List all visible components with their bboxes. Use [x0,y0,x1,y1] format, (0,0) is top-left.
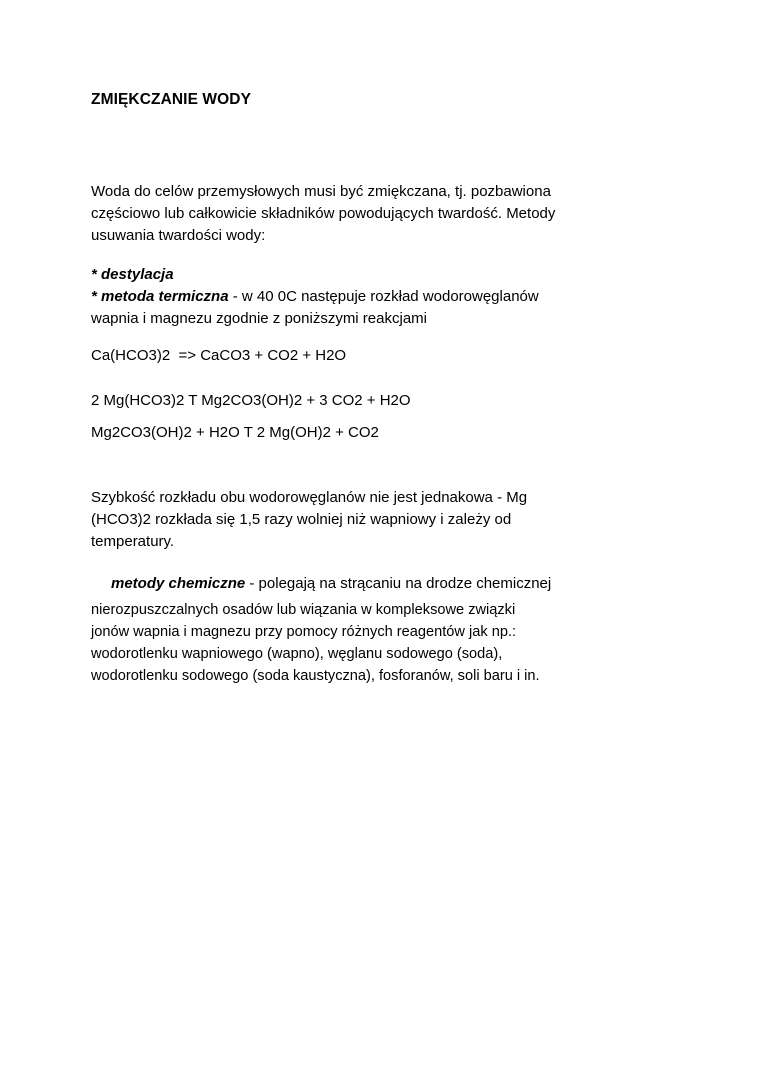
chemical-line-2: jonów wapnia i magnezu przy pomocy różnych reagentów jak np.: [91,624,517,640]
methods-list [91,264,611,330]
intro-paragraph [91,181,611,247]
method-destylacja: * destylacja [91,266,174,283]
chemical-line-3: wodorotlenku wapniowego (wapno), węglanu sodowego (soda), [91,646,503,662]
chemical-label: metody chemiczne [111,575,246,592]
rate-line-1: Szybkość rozkładu obu wodorowęglanów nie jest jednakowa - Mg [91,489,528,506]
method-termiczna-text: - w 40 0C następuje rozkład wodorowęglanów [228,288,539,305]
reaction-3: Mg2CO3(OH)2 + H2O T 2 Mg(OH)2 + CO2 [91,424,379,441]
rate-line-2: (HCO3)2 rozkłada się 1,5 razy wolniej niż wapniowy i zależy od [91,511,512,528]
method-termiczna [91,286,611,308]
reaction-2: 2 Mg(HCO3)2 T Mg2CO3(OH)2 + 3 CO2 + H2O [91,392,411,409]
intro-line-2: częściowo lub całkowicie składników powodujących twardość. Metody [91,205,556,222]
chemical-first-line [91,573,611,595]
method-termiczna-label: * metoda termiczna [91,288,229,305]
chemical-paragraph [91,599,540,687]
rate-line-3: temperatury. [91,533,175,550]
reaction-1: Ca(HCO3)2 => CaCO3 + CO2 + H2O [91,347,347,364]
intro-line-3: usuwania twardości wody: [91,227,266,244]
chemical-first-text: - polegają na strącaniu na drodze chemicznej [245,575,552,592]
method-termiczna-line-2: wapnia i magnezu zgodnie z poniższymi reakcjami [91,310,427,327]
page-title: ZMIĘKCZANIE WODY [91,91,252,108]
chemical-line-1: nierozpuszczalnych osadów lub wiązania w kompleksowe związki [91,602,516,618]
intro-line-1: Woda do celów przemysłowych musi być zmiękczana, tj. pozbawiona [91,183,551,200]
rate-paragraph [91,487,611,553]
chemical-line-4: wodorotlenku sodowego (soda kaustyczna), fosforanów, soli baru i in. [91,668,540,684]
